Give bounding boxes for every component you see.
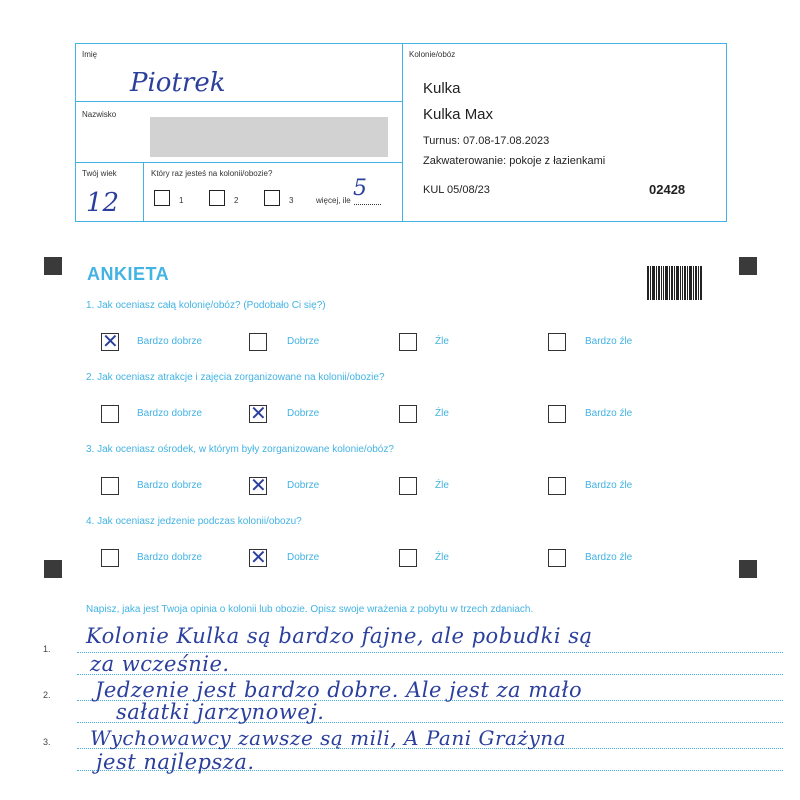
q4-zle-label: Źle: [435, 552, 449, 563]
header-divider: [75, 162, 402, 163]
question-2: 2. Jak oceniasz atrakcje i zajęcia zorganizowane na kolonii/obozie?: [86, 372, 385, 383]
q1-zle-checkbox[interactable]: [399, 333, 417, 351]
visit-option-3-checkbox[interactable]: [264, 190, 280, 206]
question-1: 1. Jak oceniasz całą kolonię/obóz? (Podobało Ci się?): [86, 300, 326, 311]
q4-bardzo-zle-checkbox[interactable]: [548, 549, 566, 567]
q4-bardzo-dobrze-checkbox[interactable]: [101, 549, 119, 567]
line-number-2: 2.: [43, 690, 51, 700]
imie-label: Imię: [82, 50, 98, 59]
q3-bardzo-dobrze-label: Bardzo dobrze: [137, 480, 203, 491]
question-4: 4. Jak oceniasz jedzenie podczas kolonii/obozu?: [86, 516, 302, 527]
q2-bardzo-zle-label: Bardzo źle: [585, 408, 633, 419]
check-mark-icon: ✕: [250, 401, 267, 425]
header-divider: [143, 162, 144, 222]
visit-option-3-label: 3: [289, 196, 294, 205]
wiek-label: Twój wiek: [82, 169, 117, 178]
wiek-value: 12: [86, 188, 120, 218]
question-3: 3. Jak oceniasz ośrodek, w którym były zorganizowane kolonie/obóz?: [86, 444, 394, 455]
opinion-line-4: sałatki jarzynowej.: [116, 700, 325, 724]
kolonie-label: Kolonie/obóz: [409, 50, 456, 59]
opinion-line-3: Jedzenie jest bardzo dobre. Ale jest za mało: [95, 678, 583, 702]
opinion-line-5: Wychowawcy zawsze są mili, A Pani Grażyna: [90, 726, 567, 750]
q1-dobrze-label: Dobrze: [287, 336, 320, 347]
q1-bardzo-zle-checkbox[interactable]: [548, 333, 566, 351]
q3-zle-checkbox[interactable]: [399, 477, 417, 495]
q3-bardzo-dobrze-checkbox[interactable]: [101, 477, 119, 495]
q2-bardzo-dobrze-label: Bardzo dobrze: [137, 408, 203, 419]
q3-bardzo-zle-label: Bardzo źle: [585, 480, 633, 491]
camp-name: Kulka: [423, 80, 461, 97]
q2-zle-label: Źle: [435, 408, 449, 419]
barcode: [647, 266, 703, 300]
q4-zle-checkbox[interactable]: [399, 549, 417, 567]
q1-zle-label: Źle: [435, 336, 449, 347]
form-number: 02428: [649, 182, 686, 197]
q3-zle-label: Źle: [435, 480, 449, 491]
header-divider: [75, 101, 402, 102]
visit-option-2-label: 2: [234, 196, 239, 205]
camp-name-2: Kulka Max: [423, 106, 494, 123]
survey-title: ANKIETA: [87, 264, 170, 284]
camp-code: KUL 05/08/23: [423, 184, 490, 196]
q2-bardzo-zle-checkbox[interactable]: [548, 405, 566, 423]
q3-bardzo-zle-checkbox[interactable]: [548, 477, 566, 495]
opinion-instruction: Napisz, jaka jest Twoja opinia o kolonii lub obozie. Opisz swoje wrażenia z pobytu w trzech zdaniach.: [86, 604, 534, 615]
check-mark-icon: ✕: [250, 545, 267, 569]
wiecej-label: więcej, ile: [316, 196, 351, 205]
visit-option-1-label: 1: [179, 196, 184, 205]
check-mark-icon: ✕: [102, 329, 119, 353]
registration-marker: [44, 257, 62, 275]
registration-marker: [739, 560, 757, 578]
q1-bardzo-dobrze-label: Bardzo dobrze: [137, 336, 203, 347]
opinion-line-2: za wcześnie.: [90, 652, 230, 676]
q3-dobrze-label: Dobrze: [287, 480, 320, 491]
q4-bardzo-zle-label: Bardzo źle: [585, 552, 633, 563]
header-divider: [402, 43, 403, 222]
zakwaterowanie-text: Zakwaterowanie: pokoje z łazienkami: [423, 155, 606, 167]
visit-option-2-checkbox[interactable]: [209, 190, 225, 206]
q2-zle-checkbox[interactable]: [399, 405, 417, 423]
registration-marker: [739, 257, 757, 275]
q2-bardzo-dobrze-checkbox[interactable]: [101, 405, 119, 423]
redacted-surname: [150, 117, 388, 157]
q1-dobrze-checkbox[interactable]: [249, 333, 267, 351]
opinion-line-1: Kolonie Kulka są bardzo fajne, ale pobudki są: [86, 624, 593, 648]
imie-value: Piotrek: [130, 68, 226, 98]
opinion-line-6: jest najlepsza.: [96, 750, 255, 774]
q4-dobrze-label: Dobrze: [287, 552, 320, 563]
line-number-1: 1.: [43, 644, 51, 654]
turnus-text: Turnus: 07.08-17.08.2023: [423, 135, 550, 147]
q2-dobrze-label: Dobrze: [287, 408, 320, 419]
ktory-raz-label: Który raz jesteś na kolonii/obozie?: [151, 169, 273, 178]
registration-marker: [44, 560, 62, 578]
visit-option-1-checkbox[interactable]: [154, 190, 170, 206]
wiecej-value: 5: [353, 176, 367, 201]
check-mark-icon: ✕: [250, 473, 267, 497]
q4-bardzo-dobrze-label: Bardzo dobrze: [137, 552, 203, 563]
wiecej-line: [354, 204, 381, 205]
q1-bardzo-zle-label: Bardzo źle: [585, 336, 633, 347]
line-number-3: 3.: [43, 737, 51, 747]
nazwisko-label: Nazwisko: [82, 110, 117, 119]
